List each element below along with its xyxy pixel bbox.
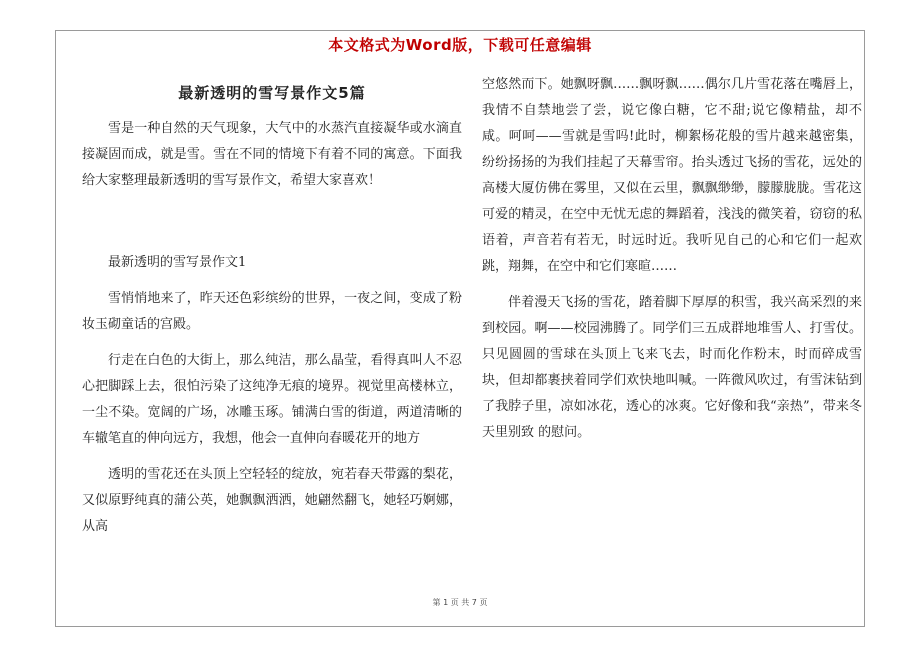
right-column: [482, 72, 862, 456]
body-paragraph: 透明的雪花还在头顶上空轻轻的绽放，宛若春天带露的梨花，又似原野纯真的蒲公英，她飘飘洒洒，她翩然翻飞，她轻巧婀娜，从高: [82, 467, 462, 534]
intro-paragraph: 雪是一种自然的天气现象，大气中的水蒸汽直接凝华或水滴直接凝固而成，就是雪。雪在不同的情境下有着不同的寓意。下面我给大家整理最新透明的雪写景作文，希望大家喜欢！: [82, 121, 462, 188]
body-paragraph: 空悠然而下。她飘呀飘……飘呀飘……偶尔几片雪花落在嘴唇上，我情不自禁地尝了尝，说它像白糖，它不甜;说它像精盐，却不咸。呵呵——雪就是雪吗!此时，柳絮杨花般的雪片越来越密集，纷纷扬扬的为我们挂起了天幕雪帘。抬头透过飞扬的雪花，远处的高楼大厦仿佛在雾里，又似在云里，飘飘缈缈，朦朦胧胧。雪花这可爱的精灵，在空中无忧无虑的舞蹈着，浅浅的微笑着，窃窃的私语着，声音若有若无，时远时近。我听见自己的心和它们一起欢跳，翔舞，在空中和它们寒暄……: [482, 77, 862, 274]
section-heading: 最新透明的雪写景作文1: [108, 255, 247, 270]
document-title: 最新透明的雪写景作文5篇: [178, 84, 366, 102]
left-column: [82, 72, 462, 550]
body-paragraph: 行走在白色的大街上，那么纯洁，那么晶莹，看得真叫人不忍心把脚踩上去，很怕污染了这纯净无痕的境界。视觉里高楼林立，一尘不染。宽阔的广场，冰雕玉琢。铺满白雪的街道，两道清晰的车辙笔直的伸向远方，我想，他会一直伸向春暖花开的地方: [82, 353, 462, 446]
body-paragraph: 雪悄悄地来了，昨天还色彩缤纷的世界，一夜之间，变成了粉妆玉砌童话的宫殿。: [82, 291, 462, 332]
format-banner: 本文格式为Word版，下载可任意编辑: [328, 36, 592, 54]
page-number: 第 1 页 共 7 页: [432, 598, 488, 607]
body-paragraph: 伴着漫天飞扬的雪花，踏着脚下厚厚的积雪，我兴高采烈的来到校园。啊——校园沸腾了。同学们三五成群地堆雪人、打雪仗。只见圆圆的雪球在头顶上飞来飞去，时而化作粉末，时而碎成雪块，但却都裹挟着同学们欢快地叫喊。一阵微风吹过，有雪沫钻到了我脖子里，凉如冰花，透心的冰爽。它好像和我“亲热”，带来冬天里别致 的慰问。: [482, 295, 862, 440]
